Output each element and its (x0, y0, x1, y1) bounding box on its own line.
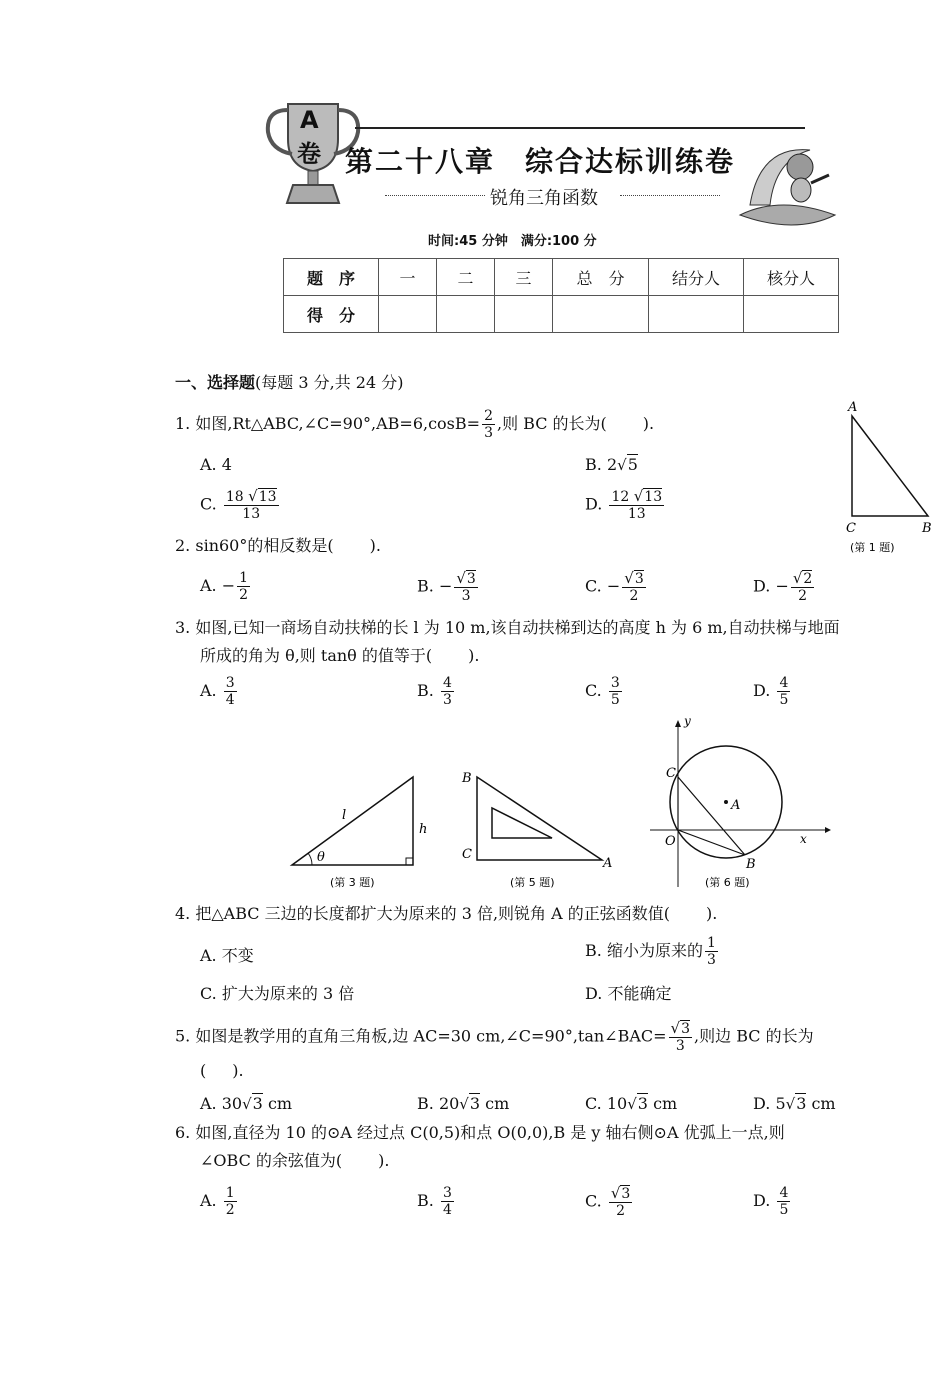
axis-label-y: y (684, 715, 691, 728)
option-label: C. (585, 1094, 602, 1113)
fraction-denominator: 13 (627, 506, 646, 522)
score-input-cell[interactable] (744, 296, 839, 333)
question-text: ∠OBC 的余弦值为( (200, 1151, 343, 1170)
unit: cm (811, 1094, 836, 1113)
sqrt-sign: √ (633, 487, 644, 505)
fraction (669, 1020, 692, 1054)
score-table-score-row (284, 296, 839, 333)
fraction-denominator: 2 (629, 588, 639, 604)
question-text: ). (706, 904, 718, 923)
option-c[interactable] (200, 981, 354, 1004)
question-text: ). (642, 414, 655, 433)
point-label-c: C (666, 766, 676, 781)
radicand: 3 (466, 571, 476, 587)
figure-q6 (650, 715, 831, 889)
radicand: 3 (637, 1094, 648, 1113)
fraction (777, 1185, 790, 1218)
option-c[interactable] (585, 570, 648, 604)
option-c[interactable] (585, 1185, 634, 1219)
fraction-numerator: 2 (484, 408, 493, 424)
mascot-surfer-icon (735, 135, 845, 230)
option-d[interactable] (753, 1094, 836, 1113)
question-text: ). (378, 1151, 390, 1170)
option-label: C. (200, 984, 217, 1003)
cup-word: 卷 (297, 140, 321, 168)
radicand: 5 (627, 455, 638, 474)
table-cell: 结分人 (649, 259, 744, 296)
fraction (705, 935, 718, 968)
fraction-numerator: 4 (779, 1185, 789, 1201)
vertex-label: B (462, 771, 472, 786)
fraction-numerator: 1 (225, 1185, 235, 1201)
question-number: 4. (175, 904, 191, 923)
question-text: sin60°的相反数是( (195, 536, 334, 555)
fraction-numerator (669, 1020, 692, 1038)
fraction (224, 1185, 237, 1218)
fraction (482, 408, 495, 441)
subtitle-rule-left (385, 195, 485, 196)
subtitle-rule-right (620, 195, 720, 196)
question-text: ,则边 BC 的长为 (694, 1026, 814, 1046)
question-1-stem (175, 408, 654, 441)
option-label: A. (200, 455, 217, 474)
option-d[interactable] (753, 675, 792, 708)
question-5-stem (175, 1020, 814, 1054)
option-label: A. (200, 1094, 217, 1113)
question-4-stem (175, 903, 717, 925)
question-5-stem-line2 (200, 1060, 244, 1082)
option-label: C. (585, 576, 602, 596)
coef: 10 (606, 1094, 628, 1113)
section-heading (175, 372, 403, 394)
option-b[interactable] (585, 455, 638, 474)
option-d[interactable] (585, 488, 666, 522)
option-label: D. (585, 494, 603, 514)
fraction (454, 570, 477, 604)
minus-sign: − (221, 576, 236, 595)
coef: 12 (611, 489, 630, 505)
fraction-denominator: 3 (461, 588, 471, 604)
option-label: A. (200, 681, 217, 700)
section-note: (每题 3 分,共 24 分) (255, 373, 404, 392)
option-d[interactable] (585, 981, 671, 1004)
radicand: 3 (681, 1021, 691, 1037)
question-text: ). (468, 646, 480, 665)
option-label: A. (200, 1191, 217, 1210)
coef: 20 (438, 1094, 460, 1113)
fraction-numerator (609, 1185, 632, 1203)
option-label: D. (585, 984, 603, 1003)
minus-sign: − (606, 576, 621, 596)
figure-caption: (第 3 题) (330, 876, 375, 889)
option-label: B. (585, 941, 602, 960)
center-point-a (724, 800, 728, 804)
side-label-h: h (419, 822, 428, 837)
option-a[interactable] (200, 943, 254, 966)
fraction-denominator: 13 (242, 506, 261, 522)
table-cell: 核分人 (744, 259, 839, 296)
question-3-stem-line2 (200, 645, 479, 667)
fraction-denominator: 3 (484, 425, 493, 441)
vertex-label: B (922, 521, 932, 536)
fraction-numerator (791, 570, 814, 588)
point-label-o: O (665, 834, 676, 849)
option-a[interactable] (200, 1185, 239, 1218)
fraction-denominator: 3 (706, 952, 716, 968)
option-label: B. (417, 1094, 434, 1113)
question-text: ,则 BC 的长为( (496, 414, 607, 433)
minus-sign: − (438, 576, 453, 596)
figures-row (280, 715, 850, 895)
score-input-cell[interactable] (495, 296, 553, 333)
option-c[interactable] (585, 675, 624, 708)
question-number: 1. (175, 414, 191, 433)
unit: cm (653, 1094, 678, 1113)
figure-q5 (461, 771, 612, 889)
question-text: 如图是教学用的直角三角板,边 AC=30 cm,∠C=90°,tan∠BAC= (195, 1026, 667, 1046)
question-number: 2. (175, 536, 191, 555)
option-a[interactable] (200, 455, 232, 474)
score-table (283, 258, 839, 333)
fraction (622, 570, 645, 604)
option-a[interactable] (200, 675, 239, 708)
radicand: 3 (621, 1186, 631, 1202)
option-b[interactable] (417, 675, 456, 708)
point-label-a: A (731, 798, 741, 813)
x-axis-arrow (825, 827, 831, 833)
vertex-label: C (462, 847, 472, 862)
fraction-denominator: 5 (779, 1202, 789, 1218)
exam-meta: 时间:45 分钟 满分:100 分 (428, 234, 597, 249)
fraction (791, 570, 814, 604)
option-label: D. (753, 576, 771, 596)
question-text: 所成的角为 θ,则 tanθ 的值等于( (200, 646, 433, 665)
option-a[interactable] (200, 1094, 292, 1113)
fraction-denominator: 3 (675, 1038, 685, 1054)
fraction-numerator (622, 570, 645, 588)
radicand: 13 (258, 489, 277, 505)
figure-caption: (第 1 题) (850, 541, 895, 554)
table-cell: 题 序 (284, 259, 379, 296)
table-cell: 三 (495, 259, 553, 296)
fraction-denominator: 2 (798, 588, 808, 604)
radicand: 3 (634, 571, 644, 587)
question-number: 3. (175, 618, 191, 637)
sqrt-sign: √ (627, 1095, 637, 1113)
triangle-abc (852, 416, 928, 516)
radicand: 3 (469, 1094, 481, 1113)
sqrt-sign: √ (792, 569, 803, 587)
sqrt-sign: √ (456, 569, 466, 587)
radicand: 2 (803, 571, 813, 587)
fraction-denominator: 4 (225, 692, 235, 708)
fraction (777, 675, 790, 708)
fraction-numerator: 4 (779, 675, 789, 691)
option-label: D. (753, 681, 771, 700)
coef: 18 (225, 489, 244, 505)
option-value: 缩小为原来的 (606, 941, 703, 960)
option-value: 不变 (221, 946, 254, 965)
angle-label-theta: θ (317, 850, 325, 865)
y-axis-arrow (675, 720, 681, 727)
question-3-stem (175, 617, 840, 639)
fraction-denominator: 2 (616, 1203, 626, 1219)
fraction (609, 488, 664, 522)
fraction-numerator (609, 488, 664, 506)
table-cell: 一 (379, 259, 437, 296)
option-value: 不能确定 (607, 984, 672, 1003)
score-input-cell[interactable] (437, 296, 495, 333)
question-number: 5. (175, 1026, 191, 1046)
escalator-triangle (292, 777, 413, 865)
sqrt-sign: √ (610, 1184, 621, 1202)
unit: cm (485, 1094, 510, 1113)
table-cell: 二 (437, 259, 495, 296)
sqrt-sign: √ (617, 456, 627, 474)
figure-caption: (第 5 题) (510, 876, 555, 889)
question-text: 把△ABC 三边的长度都扩大为原来的 3 倍,则锐角 A 的正弦函数值( (195, 904, 671, 923)
question-text: ( (200, 1061, 207, 1080)
sqrt-sign: √ (670, 1019, 681, 1037)
section-title: 一、选择题 (175, 373, 256, 392)
option-label: A. (200, 946, 217, 965)
question-6-stem (175, 1122, 785, 1144)
fraction-numerator (454, 570, 477, 588)
option-label: B. (585, 455, 602, 474)
score-input-cell[interactable] (649, 296, 744, 333)
radicand: 3 (252, 1094, 263, 1113)
vertex-label: A (603, 856, 613, 871)
sqrt-sign: √ (459, 1095, 469, 1113)
option-label: D. (753, 1191, 771, 1210)
fraction-numerator (224, 488, 279, 506)
fraction (441, 675, 454, 708)
option-label: D. (753, 1094, 771, 1113)
option-b[interactable] (585, 935, 720, 968)
option-c[interactable] (585, 1094, 677, 1113)
option-label: C. (200, 494, 217, 514)
set-square-inner (492, 808, 552, 838)
fraction (441, 1185, 454, 1218)
fraction (237, 570, 250, 603)
fraction-denominator: 5 (779, 692, 789, 708)
question-2-stem (175, 535, 381, 557)
angle-arc (308, 853, 312, 865)
cup-letter: A (300, 106, 319, 134)
fraction-numerator: 3 (225, 675, 235, 691)
radicand: 3 (796, 1094, 807, 1113)
fraction-numerator: 1 (239, 570, 249, 586)
option-b[interactable] (417, 570, 480, 604)
option-value: 4 (221, 455, 232, 474)
question-number: 6. (175, 1123, 191, 1142)
score-table-header-row (284, 259, 839, 296)
fraction-denominator: 5 (610, 692, 620, 708)
radicand: 13 (644, 489, 663, 505)
set-square-outer (477, 777, 602, 860)
fraction-denominator: 3 (442, 692, 452, 708)
option-label: B. (417, 576, 434, 596)
page-title: 第二十八章 综合达标训练卷 (345, 145, 736, 178)
right-angle-mark (406, 858, 413, 865)
fraction (224, 675, 237, 708)
page-subtitle: 锐角三角函数 (490, 188, 598, 209)
vertex-label: A (848, 400, 858, 415)
side-label-l: l (342, 808, 347, 823)
question-text: 如图,直径为 10 的⊙A 经过点 C(0,5)和点 O(0,0),B 是 y 轴右侧⊙A 优弧上一点,则 (195, 1123, 785, 1142)
option-label: C. (585, 681, 602, 700)
fraction (609, 675, 622, 708)
score-input-cell[interactable] (379, 296, 437, 333)
option-a[interactable] (200, 570, 252, 603)
coef: 5 (775, 1094, 786, 1113)
option-d[interactable] (753, 570, 816, 604)
table-cell: 得 分 (284, 296, 379, 333)
sqrt-sign: √ (624, 569, 634, 587)
option-value: 2 (606, 455, 618, 474)
figure-q3 (292, 777, 427, 889)
table-cell: 总 分 (553, 259, 649, 296)
question-text: 如图,Rt△ABC,∠C=90°,AB=6,cosB= (195, 414, 481, 433)
fraction-denominator: 2 (225, 1202, 235, 1218)
fraction-numerator: 4 (442, 675, 452, 691)
minus-sign: − (775, 576, 789, 596)
fraction-denominator: 2 (239, 587, 249, 603)
option-label: A. (200, 576, 217, 595)
option-label: B. (417, 681, 434, 700)
option-label: C. (585, 1191, 602, 1211)
figure-q1 (840, 398, 940, 558)
question-text: ). (232, 1061, 244, 1080)
fraction-numerator: 1 (706, 935, 716, 951)
fraction (609, 1185, 632, 1219)
fraction-numerator: 3 (610, 675, 620, 691)
score-input-cell[interactable] (553, 296, 649, 333)
axis-label-x: x (800, 832, 807, 846)
title-rule (355, 127, 805, 129)
question-text: 如图,已知一商场自动扶梯的长 l 为 10 m,该自动扶梯到达的高度 h 为 6 m,自动扶梯与地面 (195, 618, 840, 637)
option-label: B. (417, 1191, 434, 1210)
fraction-denominator: 4 (442, 1202, 452, 1218)
option-b[interactable] (417, 1185, 456, 1218)
unit: cm (267, 1094, 293, 1113)
sqrt-sign: √ (242, 1095, 252, 1113)
question-text: ). (369, 536, 381, 555)
coef: 30 (221, 1094, 243, 1113)
sqrt-sign: √ (785, 1095, 796, 1113)
option-b[interactable] (417, 1094, 509, 1113)
option-value: 扩大为原来的 3 倍 (221, 984, 355, 1003)
sqrt-sign: √ (248, 487, 258, 505)
fraction-numerator: 3 (442, 1185, 452, 1201)
fraction (224, 488, 279, 522)
figure-caption: (第 6 题) (705, 876, 750, 889)
point-label-b: B (746, 857, 756, 872)
vertex-label: C (846, 521, 856, 536)
question-6-stem-line2 (200, 1150, 389, 1172)
option-c[interactable] (200, 488, 281, 522)
option-d[interactable] (753, 1185, 792, 1218)
